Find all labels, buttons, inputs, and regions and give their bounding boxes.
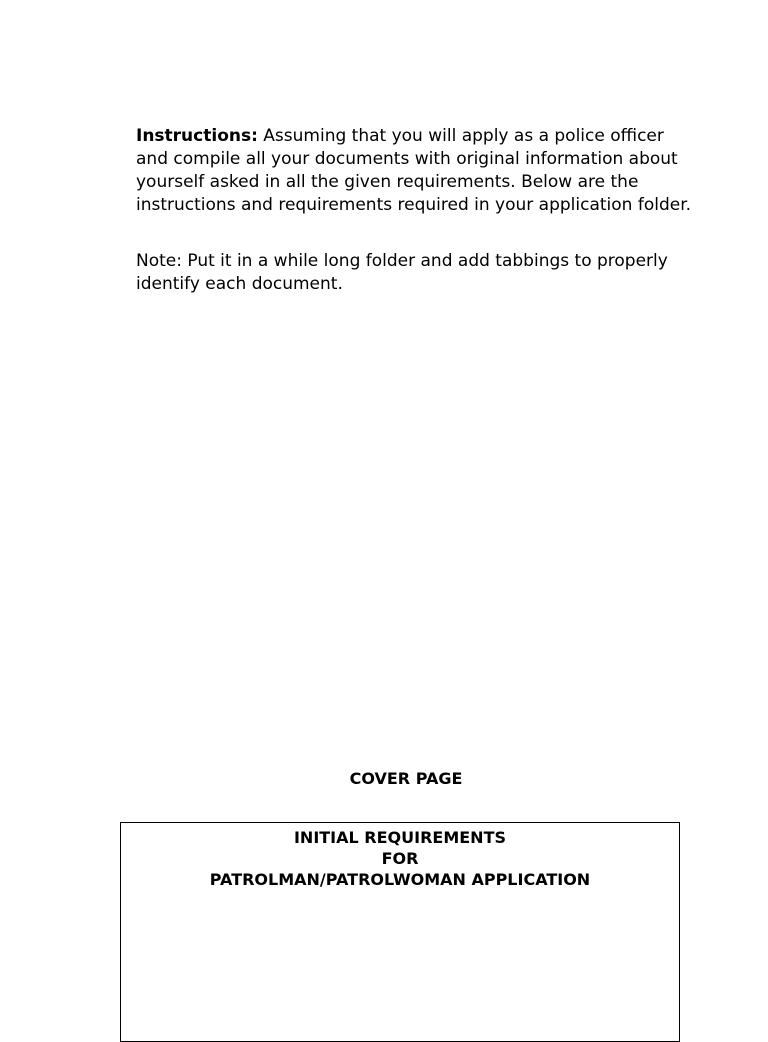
cover-title-line: INITIAL REQUIREMENTS	[293, 828, 507, 847]
cover-page-box	[120, 822, 680, 1042]
cover-title-line: FOR	[381, 849, 419, 868]
instructions-body: Assuming that you will apply as a police officer and compile all your documents with original information about yourself asked in all the given requirements. Below are the instructions and requirements required in your application folder.	[136, 126, 692, 215]
instructions-paragraph	[136, 125, 696, 217]
cover-title-line: PATROLMAN/PATROLWOMAN APPLICATION	[209, 870, 591, 889]
note-paragraph: Note: Put it in a while long folder and add tabbings to properly identify each document.	[136, 251, 668, 294]
instructions-lead: Instructions:	[136, 126, 258, 146]
cover-title	[121, 827, 679, 890]
cover-page-heading: COVER PAGE	[349, 769, 463, 788]
